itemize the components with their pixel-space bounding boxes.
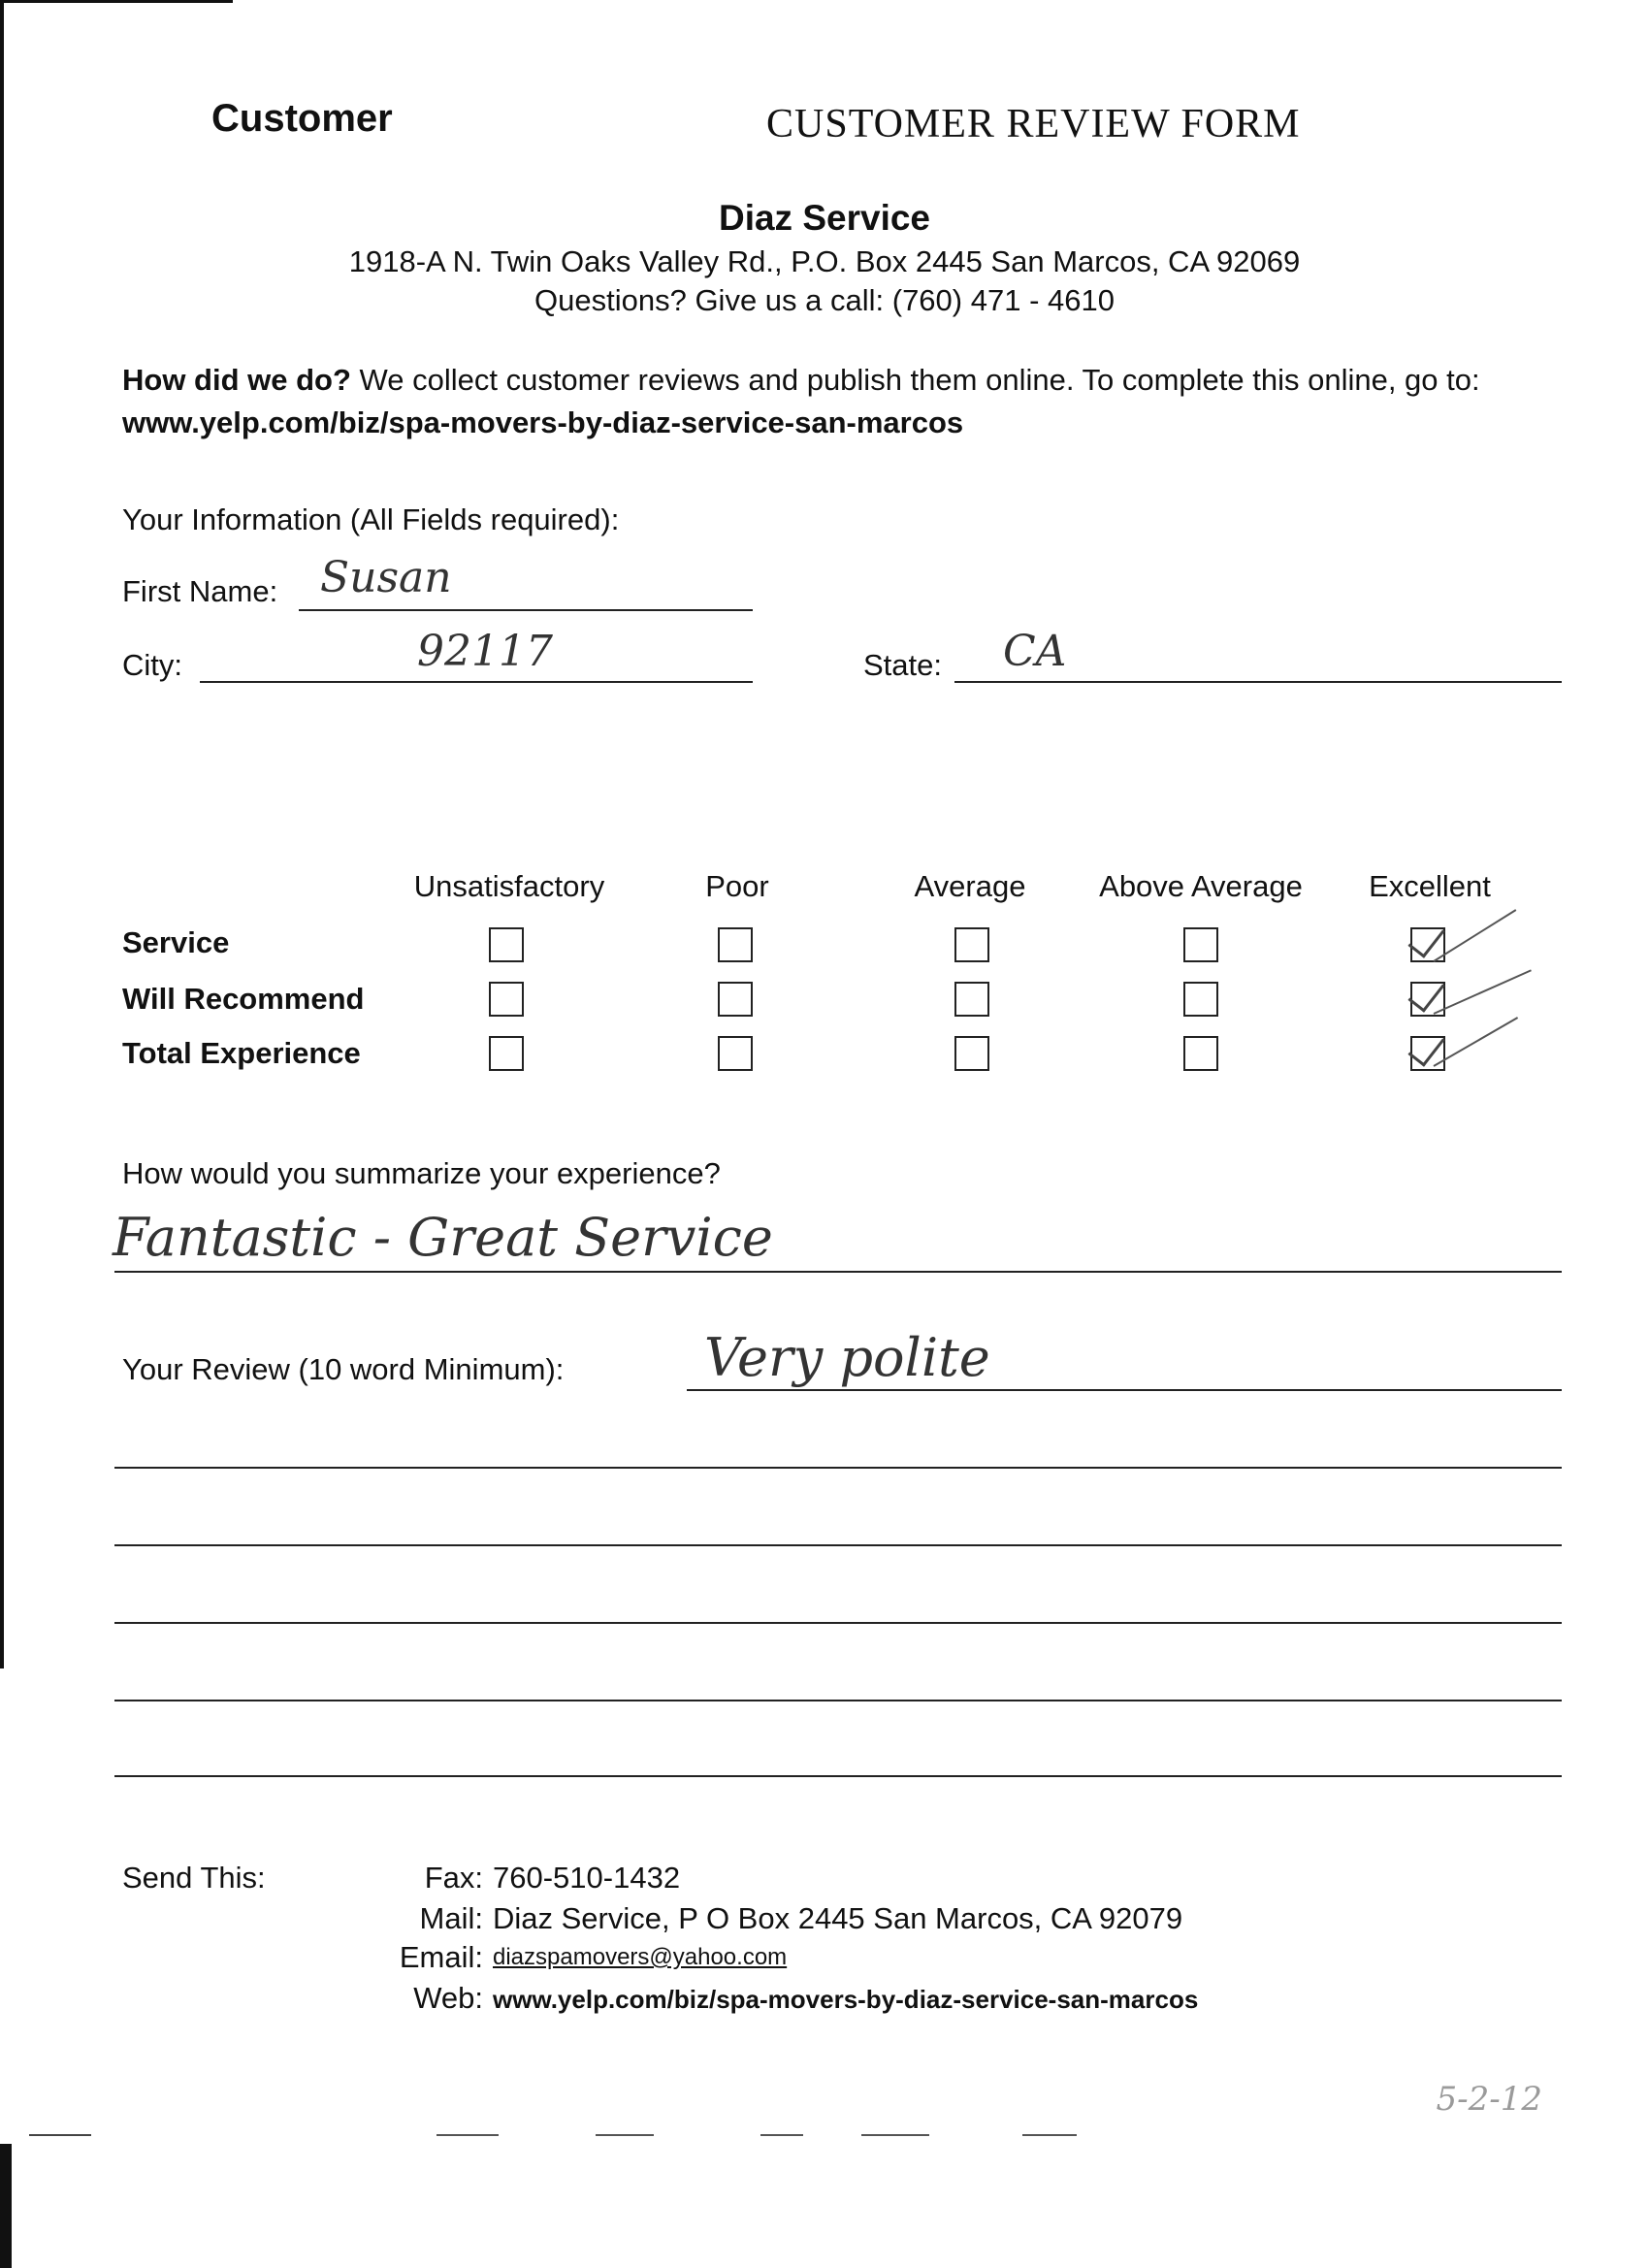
form-owner-title: Customer: [211, 97, 393, 140]
summary-line: [114, 1271, 1562, 1273]
company-name: Diaz Service: [718, 198, 931, 238]
col-above-average: Above Average: [1099, 869, 1303, 903]
form-title: CUSTOMER REVIEW FORM: [766, 102, 1301, 146]
experience-average-checkbox[interactable]: [954, 1036, 989, 1071]
state-label: State:: [863, 648, 942, 682]
recommend-average-checkbox[interactable]: [954, 982, 989, 1017]
web-key: Web:: [413, 1981, 483, 2015]
email-link[interactable]: diazspamovers@yahoo.com: [493, 1944, 788, 1970]
check-stroke: [1434, 969, 1532, 1015]
recommend-unsatisfactory-checkbox[interactable]: [489, 982, 524, 1017]
experience-unsatisfactory-checkbox[interactable]: [489, 1036, 524, 1071]
review-line-1: [687, 1389, 1562, 1391]
check-stroke: [1433, 909, 1516, 962]
review-line-2: [114, 1467, 1562, 1469]
check-stroke: [1434, 1017, 1519, 1067]
experience-above-average-checkbox[interactable]: [1183, 1036, 1218, 1071]
scan-artifact: [760, 2134, 803, 2136]
web-link[interactable]: www.yelp.com/biz/spa-movers-by-diaz-service-san-marcos: [493, 1985, 1199, 2014]
review-line-4: [114, 1622, 1562, 1624]
col-unsatisfactory: Unsatisfactory: [413, 869, 605, 903]
col-poor: Poor: [705, 869, 769, 903]
send-label: Send This:: [122, 1861, 266, 1895]
mail-key: Mail:: [419, 1901, 483, 1935]
service-above-average-checkbox[interactable]: [1183, 927, 1218, 962]
intro-text: We collect customer reviews and publish them online. To complete this online, go to:: [359, 363, 1480, 397]
intro-paragraph: [122, 359, 1558, 444]
experience-poor-checkbox[interactable]: [718, 1036, 753, 1071]
review-line-6: [114, 1775, 1562, 1777]
fax-key: Fax:: [424, 1861, 483, 1895]
scan-artifact: [1022, 2134, 1077, 2136]
service-average-checkbox[interactable]: [954, 927, 989, 962]
first-name-field[interactable]: Susan: [320, 553, 452, 602]
experience-excellent-checkbox[interactable]: [1410, 1036, 1445, 1071]
summary-question: How would you summarize your experience?: [122, 1156, 721, 1190]
scan-edge-top: [0, 0, 233, 3]
intro-lead: How did we do?: [122, 363, 351, 397]
recommend-poor-checkbox[interactable]: [718, 982, 753, 1017]
info-heading: Your Information (All Fields required):: [122, 502, 620, 536]
date-stamp: 5-2-12: [1436, 2080, 1542, 2119]
review-line-3: [114, 1544, 1562, 1546]
company-phone: Questions? Give us a call: (760) 471 - 4610: [534, 283, 1115, 317]
scan-edge-bottom-left: [0, 2144, 12, 2268]
row-service-label: Service: [122, 925, 230, 959]
col-excellent: Excellent: [1369, 869, 1491, 903]
city-label: City:: [122, 648, 182, 682]
scan-artifact: [861, 2134, 929, 2136]
city-line: [200, 681, 753, 683]
service-poor-checkbox[interactable]: [718, 927, 753, 962]
state-field[interactable]: CA: [1003, 627, 1067, 676]
review-field[interactable]: Very polite: [704, 1327, 990, 1388]
intro-url[interactable]: www.yelp.com/biz/spa-movers-by-diaz-service-san-marcos: [122, 405, 964, 439]
scan-artifact: [29, 2134, 91, 2136]
company-address: 1918-A N. Twin Oaks Valley Rd., P.O. Box 2445 San Marcos, CA 92069: [348, 244, 1301, 278]
fax-value: 760-510-1432: [493, 1861, 681, 1895]
email-key: Email:: [399, 1940, 483, 1974]
scan-artifact: [596, 2134, 654, 2136]
first-name-line: [299, 609, 753, 611]
review-line-5: [114, 1700, 1562, 1701]
first-name-label: First Name:: [122, 574, 278, 608]
recommend-above-average-checkbox[interactable]: [1183, 982, 1218, 1017]
scan-artifact: [436, 2134, 499, 2136]
service-unsatisfactory-checkbox[interactable]: [489, 927, 524, 962]
row-total-experience-label: Total Experience: [122, 1036, 361, 1070]
col-average: Average: [914, 869, 1026, 903]
state-line: [954, 681, 1562, 683]
row-will-recommend-label: Will Recommend: [122, 982, 365, 1016]
summary-field[interactable]: Fantastic - Great Service: [113, 1207, 773, 1268]
mail-value: Diaz Service, P O Box 2445 San Marcos, CA 92079: [493, 1901, 1183, 1935]
review-label: Your Review (10 word Minimum):: [122, 1352, 565, 1386]
city-field[interactable]: 92117: [417, 627, 553, 676]
